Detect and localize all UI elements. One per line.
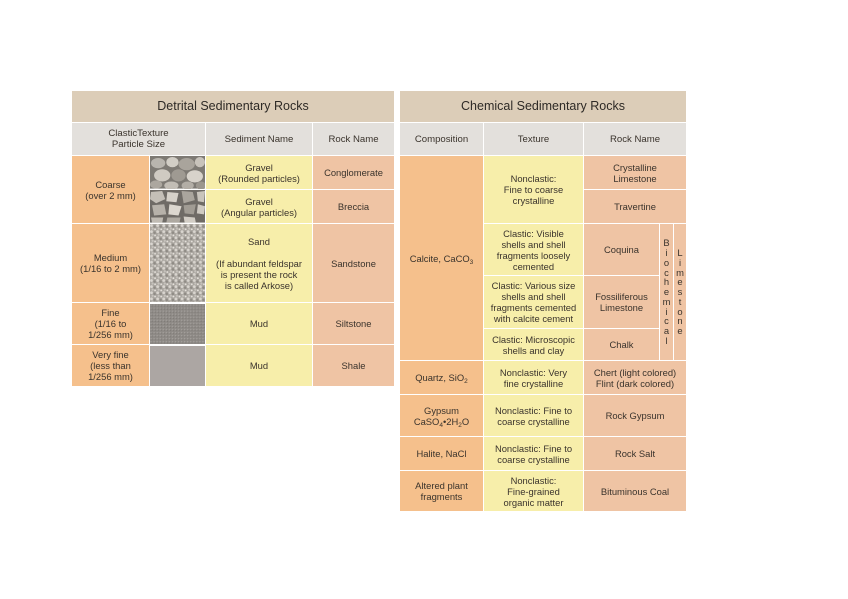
composition-plant-fragments: Altered plant fragments — [400, 471, 484, 512]
header-rock-name: Rock Name — [584, 123, 687, 156]
mud-fine-swatch — [150, 303, 206, 345]
header-sediment-name: Sediment Name — [206, 123, 313, 156]
vertical-letter: m — [676, 266, 684, 278]
header-rock-name: Rock Name — [313, 123, 395, 156]
vertical-letter: i — [665, 246, 668, 258]
sediment-rounded-gravel: Gravel (Rounded particles) — [206, 156, 313, 190]
limestone-label — [674, 224, 687, 361]
vertical-letter: a — [663, 325, 670, 337]
sediment-sand: Sand (If abundant feldspar is present the rock is called Arkose) — [206, 224, 313, 303]
rock-crystalline-limestone: Crystalline Limestone — [584, 156, 687, 190]
vertical-letter: t — [678, 295, 682, 307]
composition-quartz: Quartz, SiO$_2$ — [400, 361, 484, 395]
rock-travertine: Travertine — [584, 190, 687, 224]
vertical-letter: i — [678, 256, 682, 268]
detrital-rocks-table — [71, 90, 395, 387]
rock-shale: Shale — [313, 345, 395, 387]
table-row — [72, 345, 395, 387]
vertical-letter: o — [663, 256, 670, 268]
vertical-letter: e — [677, 276, 683, 288]
composition-gypsum: Gypsum $CaSO_4•2H_2O$ — [400, 395, 484, 437]
size-coarse: Coarse (over 2 mm) — [72, 156, 150, 224]
header-composition: Composition — [400, 123, 484, 156]
table-row — [72, 224, 395, 303]
rock-chert-flint: Chert (light colored) Flint (dark colored) — [584, 361, 687, 395]
rock-sandstone: Sandstone — [313, 224, 395, 303]
vertical-letter: i — [665, 305, 668, 317]
size-medium: Medium (1/16 to 2 mm) — [72, 224, 150, 303]
texture-clastic-visible-shells: Clastic: Visible shells and shell fragments loosely cemented — [484, 224, 584, 276]
biochemical-label — [660, 224, 674, 361]
texture-clastic-microscopic: Clastic: Microscopic shells and clay — [484, 329, 584, 361]
header-particle-size: ClasticTexture Particle Size — [72, 123, 206, 156]
texture-nonclastic-very-fine: Nonclastic: Very fine crystalline — [484, 361, 584, 395]
table-row — [400, 361, 687, 395]
vertical-letter: m — [662, 295, 671, 307]
table-row — [400, 395, 687, 437]
sediment-mud: Mud — [206, 345, 313, 387]
table-row — [400, 437, 687, 471]
chemical-rocks-table — [399, 90, 687, 512]
texture-nonclastic-fine-coarse: Nonclastic: Fine to coarse crystalline — [484, 156, 584, 224]
vertical-letter: B — [663, 237, 670, 249]
vertical-letter: l — [665, 335, 668, 347]
table-row — [400, 156, 687, 190]
rock-fossiliferous-limestone: Fossiliferous Limestone — [584, 276, 660, 329]
rock-coquina: Coquina — [584, 224, 660, 276]
size-fine: Fine (1/16 to 1/256 mm) — [72, 303, 150, 345]
vertical-letter: e — [663, 286, 670, 298]
rock-bituminous-coal: Bituminous Coal — [584, 471, 687, 512]
vertical-letter: s — [677, 286, 683, 298]
vertical-letter: o — [677, 305, 683, 317]
rock-chalk: Chalk — [584, 329, 660, 361]
sand-swatch — [150, 224, 206, 303]
rounded-gravel-swatch — [150, 156, 206, 190]
texture-organic-matter: Nonclastic: Fine-grained organic matter — [484, 471, 584, 512]
texture-gypsum: Nonclastic: Fine to coarse crystalline — [484, 395, 584, 437]
sediment-angular-gravel: Gravel (Angular particles) — [206, 190, 313, 224]
vertical-letter: c — [664, 315, 669, 327]
vertical-letter: e — [677, 325, 683, 337]
rock-gypsum: Rock Gypsum — [584, 395, 687, 437]
header-texture: Texture — [484, 123, 584, 156]
vertical-letter: h — [663, 276, 670, 288]
sediment-mud: Mud — [206, 303, 313, 345]
angular-gravel-swatch — [150, 190, 206, 224]
table-row — [400, 471, 687, 512]
detrital-title: Detrital Sedimentary Rocks — [72, 91, 395, 123]
vertical-letter: L — [677, 246, 683, 258]
table-row — [72, 303, 395, 345]
composition-halite: Halite, NaCl — [400, 437, 484, 471]
vertical-letter: n — [677, 315, 683, 327]
rock-siltstone: Siltstone — [313, 303, 395, 345]
texture-halite: Nonclastic: Fine to coarse crystalline — [484, 437, 584, 471]
size-very-fine: Very fine (less than 1/256 mm) — [72, 345, 150, 387]
table-row — [72, 156, 395, 190]
composition-calcite: Calcite, CaCO$_3$ — [400, 156, 484, 361]
texture-clastic-various-shells: Clastic: Various size shells and shell fragments cemented with calcite cement — [484, 276, 584, 329]
mud-very-fine-swatch — [150, 345, 206, 387]
chemical-title: Chemical Sedimentary Rocks — [400, 91, 687, 123]
rock-breccia: Breccia — [313, 190, 395, 224]
rock-salt: Rock Salt — [584, 437, 687, 471]
vertical-letter: c — [664, 266, 669, 278]
rock-conglomerate: Conglomerate — [313, 156, 395, 190]
